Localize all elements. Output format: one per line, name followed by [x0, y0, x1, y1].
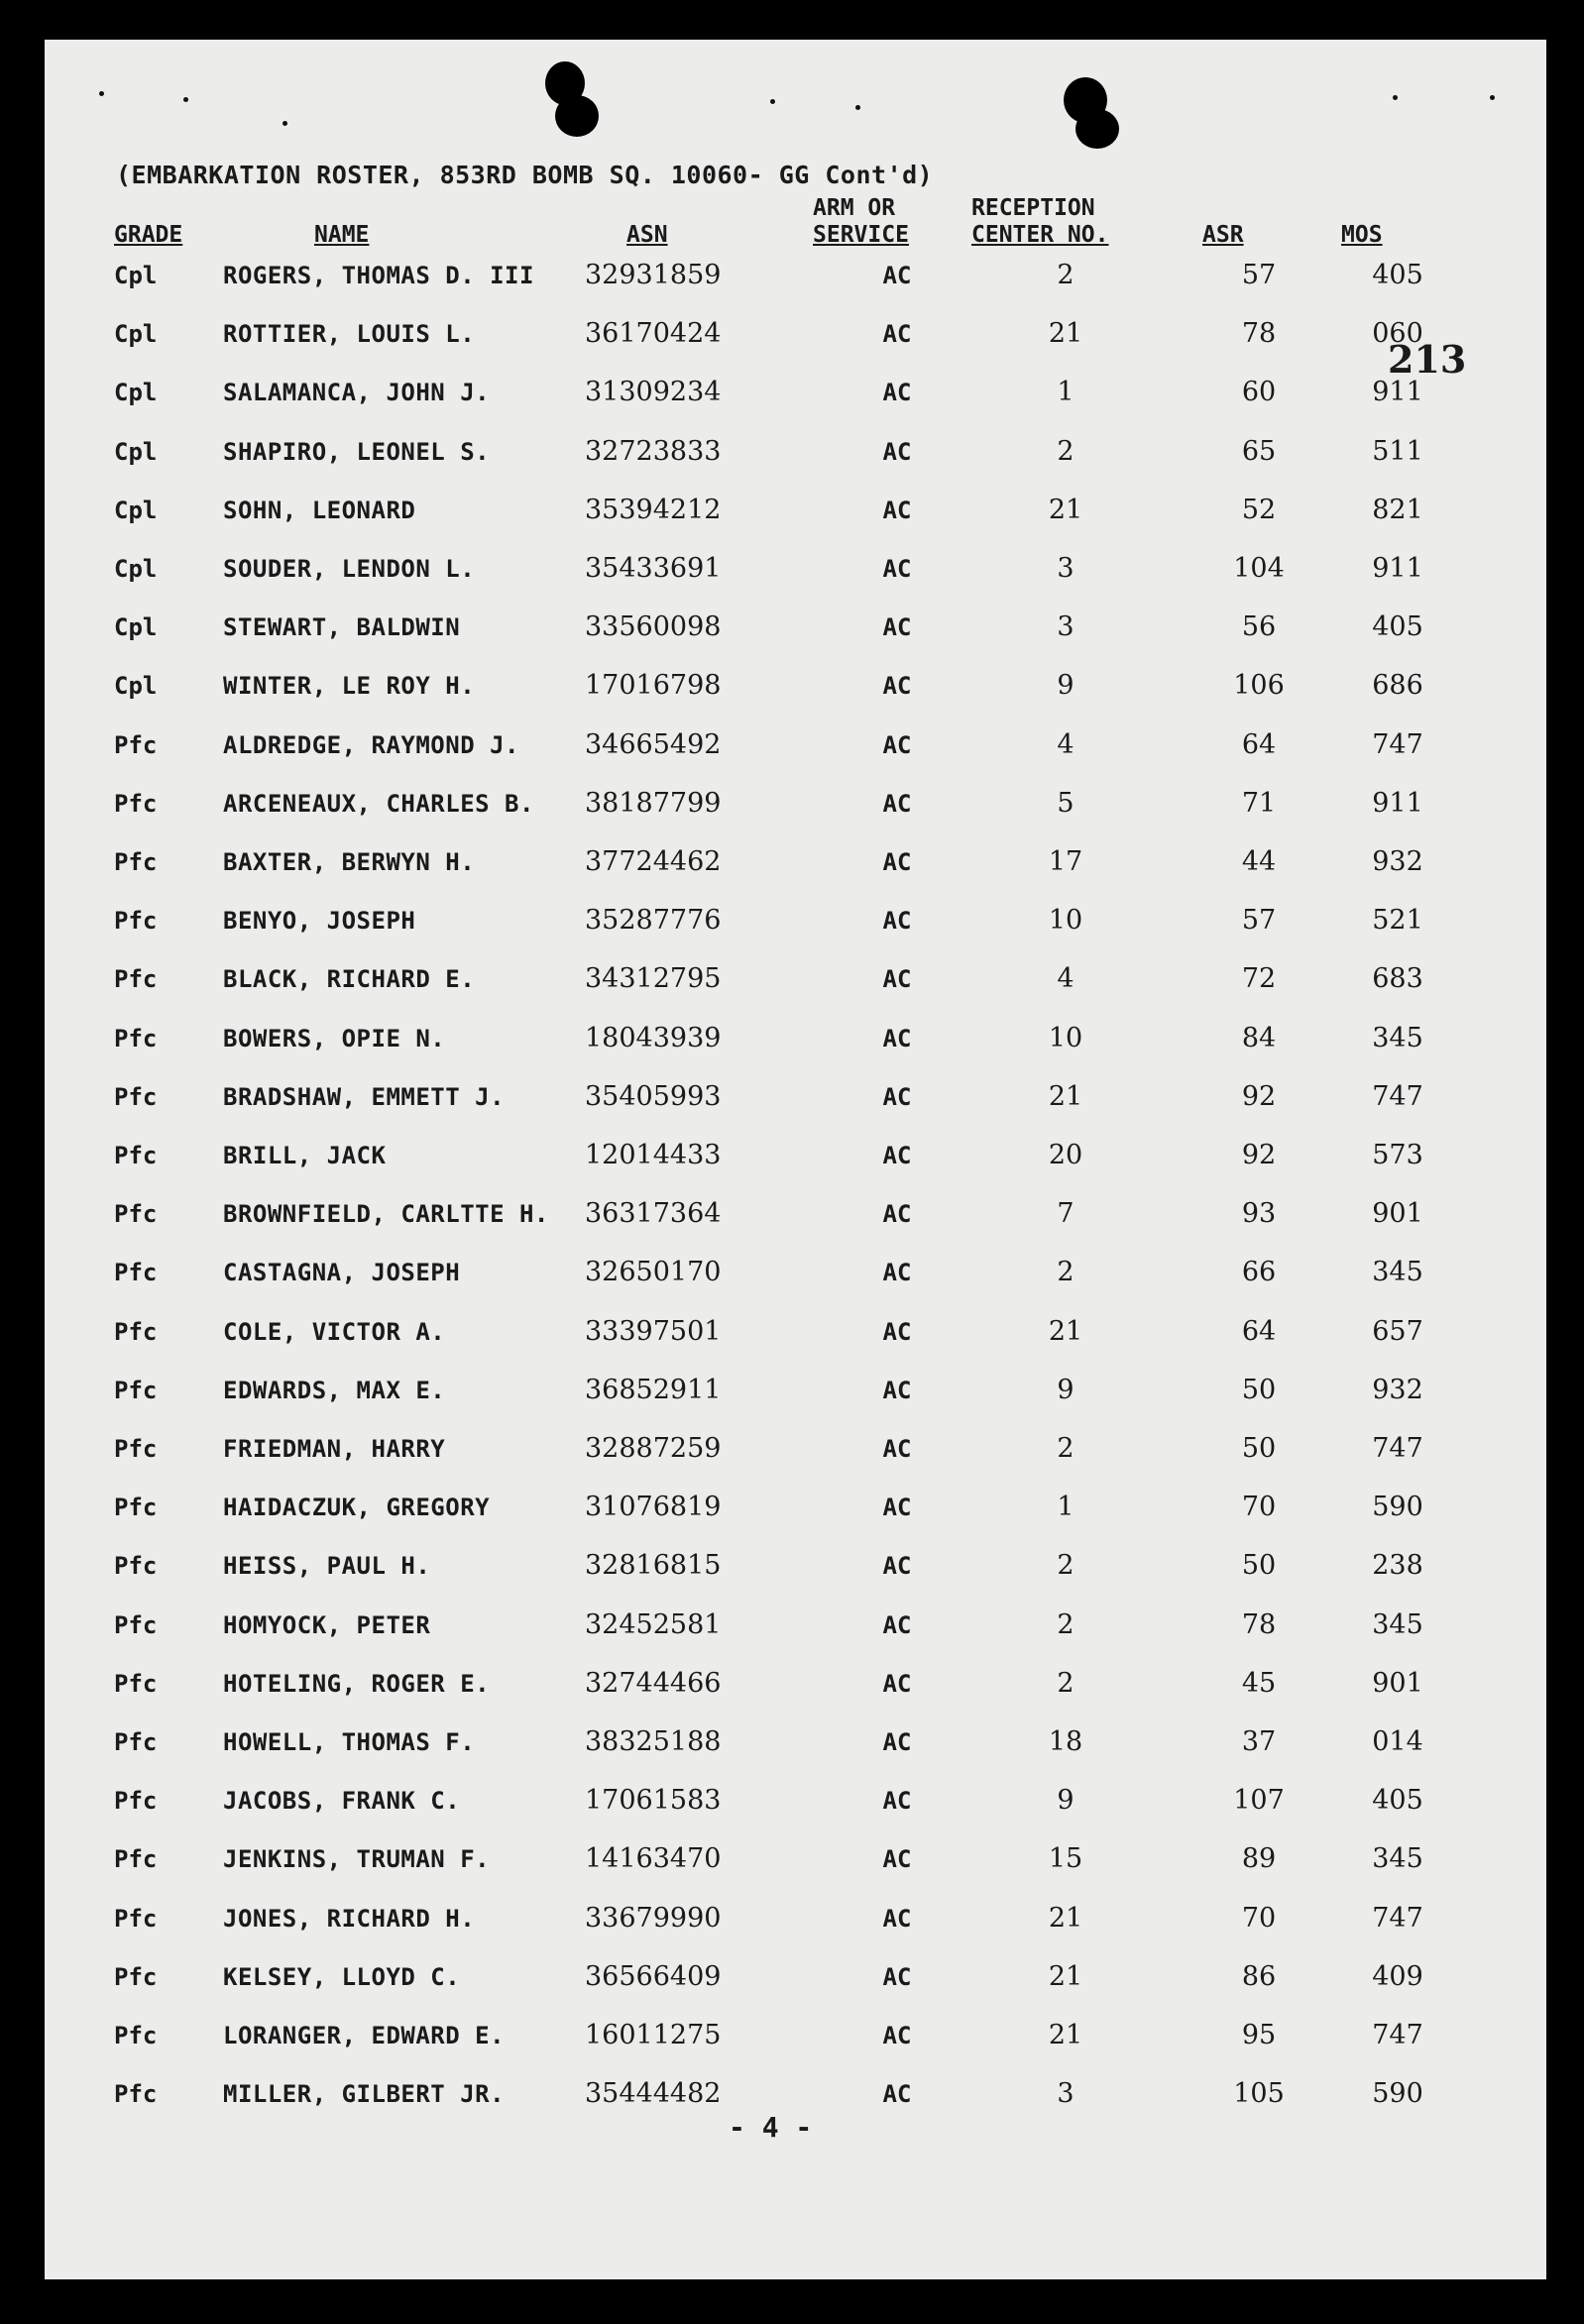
- cell-asr: 78: [1241, 1608, 1277, 1640]
- table-row: [45, 842, 1546, 882]
- speck: [1490, 95, 1495, 100]
- cell-name: BRILL, JACK: [223, 1142, 387, 1169]
- cell-asn: 16011275: [585, 2020, 722, 2050]
- cell-reception-center: 2: [1057, 260, 1075, 290]
- archive-page-number: 213: [1388, 337, 1467, 382]
- cell-asn: 31076819: [585, 1492, 722, 1523]
- cell-reception-center: 9: [1057, 670, 1075, 702]
- cell-name: MILLER, GILBERT JR.: [223, 2080, 506, 2109]
- cell-asr: 50: [1241, 1550, 1277, 1582]
- cell-reception-center: 2: [1057, 1257, 1075, 1288]
- cell-mos: 060: [1372, 318, 1423, 350]
- table-row: [45, 959, 1546, 999]
- table-row: [45, 1546, 1546, 1586]
- cell-grade: Pfc: [114, 1787, 158, 1816]
- cell-asr: 71: [1241, 787, 1277, 819]
- cell-asr: 107: [1233, 1785, 1285, 1817]
- table-row: [45, 1488, 1546, 1527]
- cell-name: JACOBS, FRANK C.: [223, 1787, 461, 1816]
- cell-arm-or-service: AC: [882, 1787, 912, 1816]
- cell-mos: 911: [1372, 377, 1423, 408]
- cell-asr: 64: [1241, 1315, 1277, 1347]
- cell-name: SOHN, LEONARD: [223, 496, 416, 524]
- cell-reception-center: 2: [1057, 1550, 1075, 1582]
- cell-arm-or-service: AC: [882, 1082, 912, 1111]
- cell-name: BROWNFIELD, CARLTTE H.: [223, 1200, 549, 1229]
- cell-mos: 405: [1372, 1785, 1423, 1817]
- header-arm-bottom: SERVICE: [813, 222, 909, 248]
- cell-arm-or-service: AC: [882, 1200, 912, 1229]
- header-name: NAME: [314, 222, 370, 248]
- cell-asr: 106: [1233, 670, 1285, 702]
- cell-reception-center: 9: [1057, 1374, 1075, 1405]
- cell-asn: 35287776: [585, 905, 722, 937]
- cell-grade: Cpl: [114, 672, 158, 701]
- cell-arm-or-service: AC: [882, 1610, 912, 1639]
- cell-asn: 32887259: [585, 1433, 722, 1464]
- cell-name: HOTELING, ROGER E.: [223, 1669, 491, 1698]
- cell-arm-or-service: AC: [882, 555, 912, 583]
- cell-grade: Pfc: [114, 2022, 158, 2049]
- cell-reception-center: 10: [1048, 1022, 1083, 1053]
- cell-asn: 33679990: [585, 1902, 722, 1934]
- cell-grade: Pfc: [114, 1494, 158, 1522]
- table-row: [45, 1664, 1546, 1704]
- cell-asn: 17016798: [585, 670, 722, 702]
- cell-name: HOMYOCK, PETER: [223, 1610, 431, 1639]
- cell-asr: 65: [1241, 435, 1277, 467]
- cell-asr: 56: [1241, 611, 1277, 643]
- cell-name: ARCENEAUX, CHARLES B.: [223, 789, 534, 818]
- cell-mos: 345: [1372, 1843, 1423, 1875]
- cell-mos: 747: [1372, 728, 1423, 760]
- cell-name: EDWARDS, MAX E.: [223, 1376, 446, 1404]
- table-row: [45, 314, 1546, 354]
- cell-grade: Cpl: [114, 496, 158, 524]
- header-reception-bottom: CENTER NO.: [971, 222, 1109, 248]
- table-row: [45, 1429, 1546, 1469]
- table-row: [45, 1722, 1546, 1762]
- cell-mos: 405: [1372, 611, 1423, 643]
- cell-name: HOWELL, THOMAS F.: [223, 1728, 476, 1756]
- cell-grade: Pfc: [114, 1435, 158, 1463]
- cell-asn: 33560098: [585, 611, 722, 643]
- table-row: [45, 666, 1546, 706]
- cell-arm-or-service: AC: [882, 965, 912, 994]
- cell-asr: 70: [1241, 1492, 1277, 1523]
- table-row: [45, 784, 1546, 824]
- cell-mos: 911: [1372, 553, 1423, 584]
- cell-arm-or-service: AC: [882, 789, 912, 818]
- cell-grade: Pfc: [114, 1552, 158, 1581]
- cell-reception-center: 1: [1057, 377, 1075, 408]
- table-row: [45, 1136, 1546, 1175]
- cell-mos: 590: [1372, 2078, 1423, 2110]
- table-row: [45, 725, 1546, 765]
- cell-reception-center: 2: [1057, 1433, 1075, 1464]
- cell-arm-or-service: AC: [882, 1845, 912, 1874]
- table-row: [45, 491, 1546, 530]
- cell-asn: 32452581: [585, 1608, 722, 1640]
- cell-arm-or-service: AC: [882, 730, 912, 759]
- table-row: [45, 1371, 1546, 1410]
- cell-asr: 84: [1241, 1022, 1277, 1053]
- table-row: [45, 901, 1546, 941]
- cell-mos: 657: [1372, 1315, 1423, 1347]
- cell-name: SOUDER, LENDON L.: [223, 555, 476, 583]
- cell-asn: 38325188: [585, 1726, 722, 1757]
- cell-asn: 36566409: [585, 1960, 722, 1992]
- cell-arm-or-service: AC: [882, 1435, 912, 1463]
- cell-grade: Cpl: [114, 555, 158, 583]
- table-row: [45, 373, 1546, 412]
- cell-asn: 35394212: [585, 494, 722, 525]
- cell-grade: Pfc: [114, 730, 158, 759]
- cell-name: CASTAGNA, JOSEPH: [223, 1259, 461, 1287]
- cell-asr: 92: [1241, 1140, 1277, 1170]
- cell-mos: 747: [1372, 1433, 1423, 1464]
- cell-asr: 44: [1241, 846, 1277, 877]
- cell-mos: 590: [1372, 1492, 1423, 1523]
- cell-mos: 573: [1372, 1140, 1423, 1170]
- cell-asr: 60: [1241, 377, 1277, 408]
- roster-title: (EMBARKATION ROSTER, 853RD BOMB SQ. 10060- GG Cont'd): [116, 161, 934, 189]
- cell-name: JENKINS, TRUMAN F.: [223, 1845, 491, 1874]
- cell-arm-or-service: AC: [882, 2080, 912, 2109]
- cell-grade: Pfc: [114, 965, 158, 994]
- cell-mos: 521: [1372, 905, 1423, 937]
- cell-name: HAIDACZUK, GREGORY: [223, 1494, 491, 1522]
- table-row: [45, 2074, 1546, 2114]
- cell-grade: Pfc: [114, 1142, 158, 1169]
- cell-grade: Pfc: [114, 1259, 158, 1287]
- cell-asn: 34665492: [585, 728, 722, 760]
- cell-reception-center: 2: [1057, 1608, 1075, 1640]
- header-reception-top: RECEPTION: [971, 195, 1095, 221]
- cell-grade: Pfc: [114, 1082, 158, 1111]
- cell-asr: 70: [1241, 1902, 1277, 1934]
- cell-asn: 31309234: [585, 377, 722, 408]
- cell-asr: 104: [1233, 553, 1285, 584]
- cell-mos: 345: [1372, 1608, 1423, 1640]
- cell-arm-or-service: AC: [882, 379, 912, 407]
- table-row: [45, 1194, 1546, 1234]
- cell-reception-center: 20: [1048, 1140, 1083, 1170]
- cell-reception-center: 15: [1048, 1843, 1083, 1875]
- cell-grade: Pfc: [114, 1728, 158, 1756]
- cell-name: BAXTER, BERWYN H.: [223, 848, 476, 876]
- cell-reception-center: 7: [1057, 1198, 1075, 1230]
- cell-grade: Pfc: [114, 1317, 158, 1346]
- cell-arm-or-service: AC: [882, 1142, 912, 1169]
- table-row: [45, 1957, 1546, 1997]
- table-row: [45, 1781, 1546, 1821]
- cell-arm-or-service: AC: [882, 1376, 912, 1404]
- table-row: [45, 1899, 1546, 1938]
- cell-asn: 34312795: [585, 963, 722, 995]
- speck: [283, 121, 287, 126]
- cell-grade: Cpl: [114, 613, 158, 642]
- page-number: - 4 -: [729, 2111, 813, 2144]
- cell-arm-or-service: AC: [882, 1024, 912, 1052]
- cell-arm-or-service: AC: [882, 1962, 912, 1991]
- cell-arm-or-service: AC: [882, 1317, 912, 1346]
- cell-mos: 747: [1372, 1080, 1423, 1112]
- cell-name: JONES, RICHARD H.: [223, 1904, 476, 1933]
- cell-mos: 821: [1372, 494, 1423, 525]
- cell-asr: 92: [1241, 1080, 1277, 1112]
- table-row: [45, 256, 1546, 295]
- cell-reception-center: 9: [1057, 1785, 1075, 1817]
- header-asn: ASN: [626, 222, 668, 248]
- cell-asn: 12014433: [585, 1140, 722, 1170]
- cell-arm-or-service: AC: [882, 2022, 912, 2049]
- cell-grade: Pfc: [114, 789, 158, 818]
- cell-mos: 345: [1372, 1022, 1423, 1053]
- cell-name: BENYO, JOSEPH: [223, 907, 416, 936]
- cell-arm-or-service: AC: [882, 496, 912, 524]
- cell-name: STEWART, BALDWIN: [223, 613, 461, 642]
- cell-mos: 901: [1372, 1667, 1423, 1699]
- cell-reception-center: 21: [1048, 1960, 1083, 1992]
- cell-name: BOWERS, OPIE N.: [223, 1024, 446, 1052]
- cell-arm-or-service: AC: [882, 437, 912, 466]
- header-grade: GRADE: [114, 222, 183, 248]
- cell-name: ROTTIER, LOUIS L.: [223, 320, 476, 349]
- cell-reception-center: 2: [1057, 1667, 1075, 1699]
- cell-name: COLE, VICTOR A.: [223, 1317, 446, 1346]
- cell-grade: Pfc: [114, 907, 158, 936]
- cell-mos: 932: [1372, 1374, 1423, 1405]
- table-row: [45, 1312, 1546, 1352]
- cell-name: LORANGER, EDWARD E.: [223, 2022, 506, 2049]
- cell-asn: 32816815: [585, 1550, 722, 1582]
- cell-grade: Pfc: [114, 1200, 158, 1229]
- cell-reception-center: 4: [1057, 963, 1075, 995]
- cell-name: WINTER, LE ROY H.: [223, 672, 476, 701]
- cell-mos: 238: [1372, 1550, 1423, 1582]
- cell-name: HEISS, PAUL H.: [223, 1552, 431, 1581]
- header-arm-top: ARM OR: [813, 195, 896, 221]
- cell-reception-center: 18: [1048, 1726, 1083, 1757]
- cell-asr: 50: [1241, 1374, 1277, 1405]
- cell-asn: 35405993: [585, 1080, 722, 1112]
- cell-mos: 686: [1372, 670, 1423, 702]
- table-row: [45, 608, 1546, 647]
- cell-name: ALDREDGE, RAYMOND J.: [223, 730, 519, 759]
- cell-reception-center: 1: [1057, 1492, 1075, 1523]
- cell-mos: 747: [1372, 2020, 1423, 2050]
- cell-name: BRADSHAW, EMMETT J.: [223, 1082, 506, 1111]
- cell-asn: 37724462: [585, 846, 722, 877]
- cell-grade: Pfc: [114, 1376, 158, 1404]
- table-row: [45, 432, 1546, 472]
- cell-reception-center: 21: [1048, 1315, 1083, 1347]
- cell-asn: 32744466: [585, 1667, 722, 1699]
- cell-asn: 18043939: [585, 1022, 722, 1053]
- cell-reception-center: 3: [1057, 553, 1075, 584]
- cell-arm-or-service: AC: [882, 848, 912, 876]
- cell-asn: 32931859: [585, 260, 722, 290]
- cell-grade: Pfc: [114, 1962, 158, 1991]
- cell-reception-center: 21: [1048, 1080, 1083, 1112]
- cell-asr: 57: [1241, 260, 1277, 290]
- document-page: [45, 40, 1546, 2279]
- cell-asn: 35444482: [585, 2078, 722, 2110]
- cell-mos: 932: [1372, 846, 1423, 877]
- cell-asr: 78: [1241, 318, 1277, 350]
- cell-asr: 95: [1241, 2020, 1277, 2050]
- speck: [770, 99, 775, 104]
- cell-name: ROGERS, THOMAS D. III: [223, 262, 534, 289]
- cell-reception-center: 21: [1048, 1902, 1083, 1934]
- table-row: [45, 1839, 1546, 1879]
- cell-grade: Pfc: [114, 1610, 158, 1639]
- cell-mos: 747: [1372, 1902, 1423, 1934]
- cell-grade: Pfc: [114, 2080, 158, 2109]
- cell-mos: 345: [1372, 1257, 1423, 1288]
- cell-asn: 17061583: [585, 1785, 722, 1817]
- cell-asr: 105: [1233, 2078, 1285, 2110]
- cell-grade: Pfc: [114, 1904, 158, 1933]
- table-row: [45, 1605, 1546, 1645]
- cell-asr: 50: [1241, 1433, 1277, 1464]
- cell-arm-or-service: AC: [882, 320, 912, 349]
- cell-grade: Cpl: [114, 379, 158, 407]
- cell-mos: 409: [1372, 1960, 1423, 1992]
- cell-grade: Pfc: [114, 1845, 158, 1874]
- cell-reception-center: 17: [1048, 846, 1083, 877]
- table-row: [45, 1019, 1546, 1058]
- cell-arm-or-service: AC: [882, 1259, 912, 1287]
- cell-grade: Cpl: [114, 437, 158, 466]
- speck: [855, 105, 860, 110]
- cell-name: FRIEDMAN, HARRY: [223, 1435, 446, 1463]
- cell-arm-or-service: AC: [882, 907, 912, 936]
- cell-reception-center: 5: [1057, 787, 1075, 819]
- cell-asn: 36852911: [585, 1374, 722, 1405]
- cell-asr: 52: [1241, 494, 1277, 525]
- cell-asn: 36317364: [585, 1198, 722, 1230]
- cell-name: SHAPIRO, LEONEL S.: [223, 437, 491, 466]
- cell-grade: Cpl: [114, 262, 158, 289]
- cell-name: BLACK, RICHARD E.: [223, 965, 476, 994]
- cell-asr: 37: [1241, 1726, 1277, 1757]
- table-row: [45, 549, 1546, 589]
- cell-name: SALAMANCA, JOHN J.: [223, 379, 491, 407]
- cell-reception-center: 3: [1057, 2078, 1075, 2110]
- cell-arm-or-service: AC: [882, 1669, 912, 1698]
- table-row: [45, 2016, 1546, 2055]
- cell-arm-or-service: AC: [882, 262, 912, 289]
- cell-asn: 38187799: [585, 787, 722, 819]
- table-row: [45, 1077, 1546, 1117]
- speck: [183, 97, 188, 102]
- punch-hole-right-lower: [1075, 109, 1119, 149]
- table-row: [45, 1253, 1546, 1292]
- cell-mos: 683: [1372, 963, 1423, 995]
- cell-asn: 14163470: [585, 1843, 722, 1875]
- cell-asr: 45: [1241, 1667, 1277, 1699]
- cell-asr: 66: [1241, 1257, 1277, 1288]
- cell-reception-center: 21: [1048, 318, 1083, 350]
- cell-reception-center: 3: [1057, 611, 1075, 643]
- cell-arm-or-service: AC: [882, 1552, 912, 1581]
- cell-reception-center: 10: [1048, 905, 1083, 937]
- cell-asr: 64: [1241, 728, 1277, 760]
- cell-asn: 35433691: [585, 553, 722, 584]
- header-mos: MOS: [1341, 222, 1383, 248]
- cell-asr: 89: [1241, 1843, 1277, 1875]
- cell-asn: 32723833: [585, 435, 722, 467]
- cell-reception-center: 21: [1048, 2020, 1083, 2050]
- cell-asn: 32650170: [585, 1257, 722, 1288]
- cell-mos: 911: [1372, 787, 1423, 819]
- cell-arm-or-service: AC: [882, 1494, 912, 1522]
- cell-reception-center: 4: [1057, 728, 1075, 760]
- cell-arm-or-service: AC: [882, 613, 912, 642]
- punch-hole-left-lower: [555, 95, 599, 137]
- speck: [1393, 95, 1398, 100]
- cell-mos: 014: [1372, 1726, 1423, 1757]
- cell-arm-or-service: AC: [882, 1728, 912, 1756]
- cell-asr: 86: [1241, 1960, 1277, 1992]
- header-asr: ASR: [1202, 222, 1244, 248]
- cell-asn: 33397501: [585, 1315, 722, 1347]
- cell-asr: 57: [1241, 905, 1277, 937]
- cell-asr: 72: [1241, 963, 1277, 995]
- cell-grade: Pfc: [114, 1669, 158, 1698]
- cell-grade: Pfc: [114, 848, 158, 876]
- cell-mos: 511: [1372, 435, 1423, 467]
- cell-mos: 405: [1372, 260, 1423, 290]
- cell-arm-or-service: AC: [882, 1904, 912, 1933]
- cell-name: KELSEY, LLOYD C.: [223, 1962, 461, 1991]
- cell-asr: 93: [1241, 1198, 1277, 1230]
- cell-mos: 901: [1372, 1198, 1423, 1230]
- cell-reception-center: 2: [1057, 435, 1075, 467]
- cell-asn: 36170424: [585, 318, 722, 350]
- cell-grade: Pfc: [114, 1024, 158, 1052]
- cell-reception-center: 21: [1048, 494, 1083, 525]
- cell-grade: Cpl: [114, 320, 158, 349]
- speck: [99, 91, 104, 96]
- cell-arm-or-service: AC: [882, 672, 912, 701]
